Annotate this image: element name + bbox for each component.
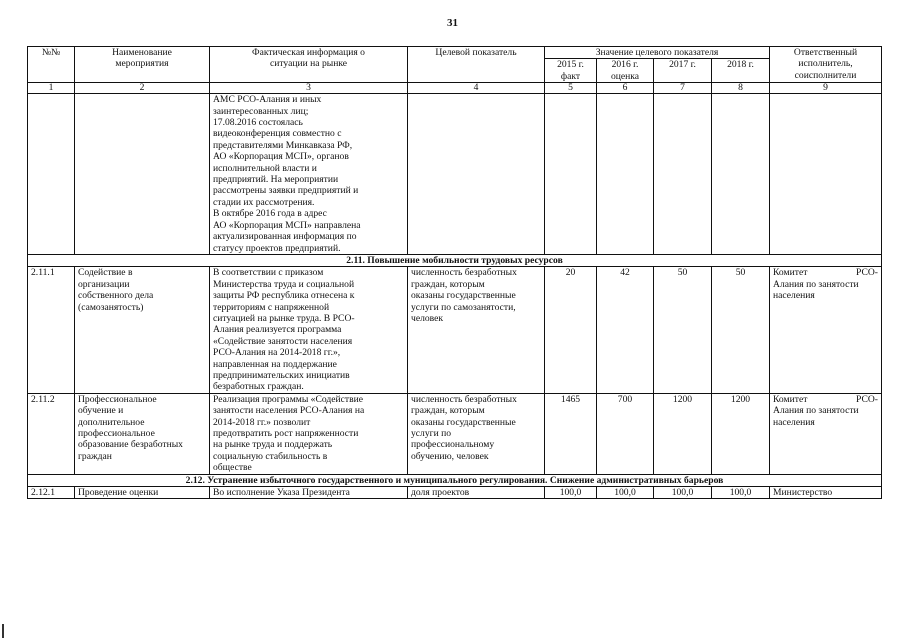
- header-name: Наименование мероприятия: [75, 47, 210, 83]
- section-heading-row: [28, 474, 882, 486]
- row-value-2017: 50: [654, 267, 712, 393]
- row-responsible: [770, 267, 882, 393]
- responsible-rest: Алания по занятости населения: [773, 405, 859, 428]
- column-number: 3: [210, 83, 408, 94]
- row-value-2016: 700: [597, 393, 654, 474]
- column-number: 4: [408, 83, 545, 94]
- responsible-word: РСО-: [856, 267, 879, 279]
- row-fact: Реализация программы «Содействие занятости населения РСО-Алания на 2014-2018 гг.» позволит предотвратить рост напряженности на рынке труда и поддержать социальную стабильность в обществе: [210, 393, 408, 474]
- header-values: Значение целевого показателя: [545, 47, 770, 59]
- row-value-2015: 1465: [545, 393, 597, 474]
- column-number: 8: [712, 83, 770, 94]
- row-value-2015: 20: [545, 267, 597, 393]
- row-target: численность безработных граждан, которым оказаны государственные услуги по самозанятости, человек: [408, 267, 545, 393]
- row-fact: В соответствии с приказом Министерства труда и социальной защиты РФ республика отнесена к территориям с напряженной ситуацией на рынке труда. В РСО- Алания реализуется программа «Содействие занятости населения РСО-Алания на 2014-2018 гг.», направленная на поддержание предпринимательских инициатив безработных граждан.: [210, 267, 408, 393]
- column-number: 1: [28, 83, 75, 94]
- section-heading: 2.12. Устранение избыточного государственного и муниципального регулирования. Снижение административных барьеров: [28, 474, 882, 486]
- scan-edge-mark: [2, 624, 4, 638]
- header-year-2016: 2016 г. оценка: [597, 59, 654, 83]
- column-numbers-row: [28, 83, 882, 94]
- row-value-2018: 100,0: [712, 487, 770, 499]
- row-name: Проведение оценки: [75, 487, 210, 499]
- row-value-2018: 1200: [712, 393, 770, 474]
- responsible-rest: Алания по занятости населения: [773, 278, 859, 302]
- table-header-row: [28, 47, 882, 59]
- column-number: 9: [770, 83, 882, 94]
- row-number: 2.11.2: [28, 393, 75, 474]
- row-fact: Во исполнение Указа Президента: [210, 487, 408, 499]
- row-value-2016: 42: [597, 267, 654, 393]
- section-heading: 2.11. Повышение мобильности трудовых ресурсов: [28, 254, 882, 266]
- responsible-word: Комитет: [773, 393, 808, 405]
- header-year-2015: 2015 г. факт: [545, 59, 597, 83]
- row-responsible: [770, 393, 882, 474]
- section-heading-row: [28, 254, 882, 266]
- header-year-2018: 2018 г.: [712, 59, 770, 83]
- row-name: Содействие в организации собственного дела (самозанятость): [75, 267, 210, 393]
- header-fact: Фактическая информация о ситуации на рынке: [210, 47, 408, 83]
- row-value-2018: 50: [712, 267, 770, 393]
- header-num: №№: [28, 47, 75, 83]
- responsible-word: РСО-: [856, 393, 879, 405]
- continuation-fact: АМС РСО-Алания и иных заинтересованных лиц; 17.08.2016 состоялась видеоконференция совместно с представителями Минкавказа РФ, АО «Корпорация МСП», органов исполнительной власти и предприятий. На мероприятии рассмотрены заявки предприятий и стадии их рассмотрения. В октябре 2016 года в адрес АО «Корпорация МСП» направлена актуализированная информация по статусу проектов предприятий.: [210, 94, 408, 255]
- header-responsible: Ответственный исполнитель, соисполнители: [770, 47, 882, 83]
- table-row: [28, 393, 882, 474]
- row-target: численность безработных граждан, которым оказаны государственные услуги по профессиональному обучению, человек: [408, 393, 545, 474]
- row-value-2016: 100,0: [597, 487, 654, 499]
- header-target: Целевой показатель: [408, 47, 545, 83]
- column-number: 2: [75, 83, 210, 94]
- row-value-2017: 100,0: [654, 487, 712, 499]
- row-value-2015: 100,0: [545, 487, 597, 499]
- row-target: доля проектов: [408, 487, 545, 499]
- row-value-2017: 1200: [654, 393, 712, 474]
- row-number: 2.11.1: [28, 267, 75, 393]
- page-number: 31: [447, 17, 458, 29]
- header-year-2017: 2017 г.: [654, 59, 712, 83]
- table-row: [28, 267, 882, 393]
- row-name: Профессиональное обучение и дополнительное профессиональное образование безработных граждан: [75, 393, 210, 474]
- table-row: [28, 487, 882, 499]
- column-number: 6: [597, 83, 654, 94]
- row-responsible: Министерство: [770, 487, 882, 499]
- measures-table: [27, 46, 882, 499]
- table-row-continuation: [28, 94, 882, 255]
- column-number: 5: [545, 83, 597, 94]
- column-number: 7: [654, 83, 712, 94]
- row-number: 2.12.1: [28, 487, 75, 499]
- responsible-word: Комитет: [773, 267, 808, 279]
